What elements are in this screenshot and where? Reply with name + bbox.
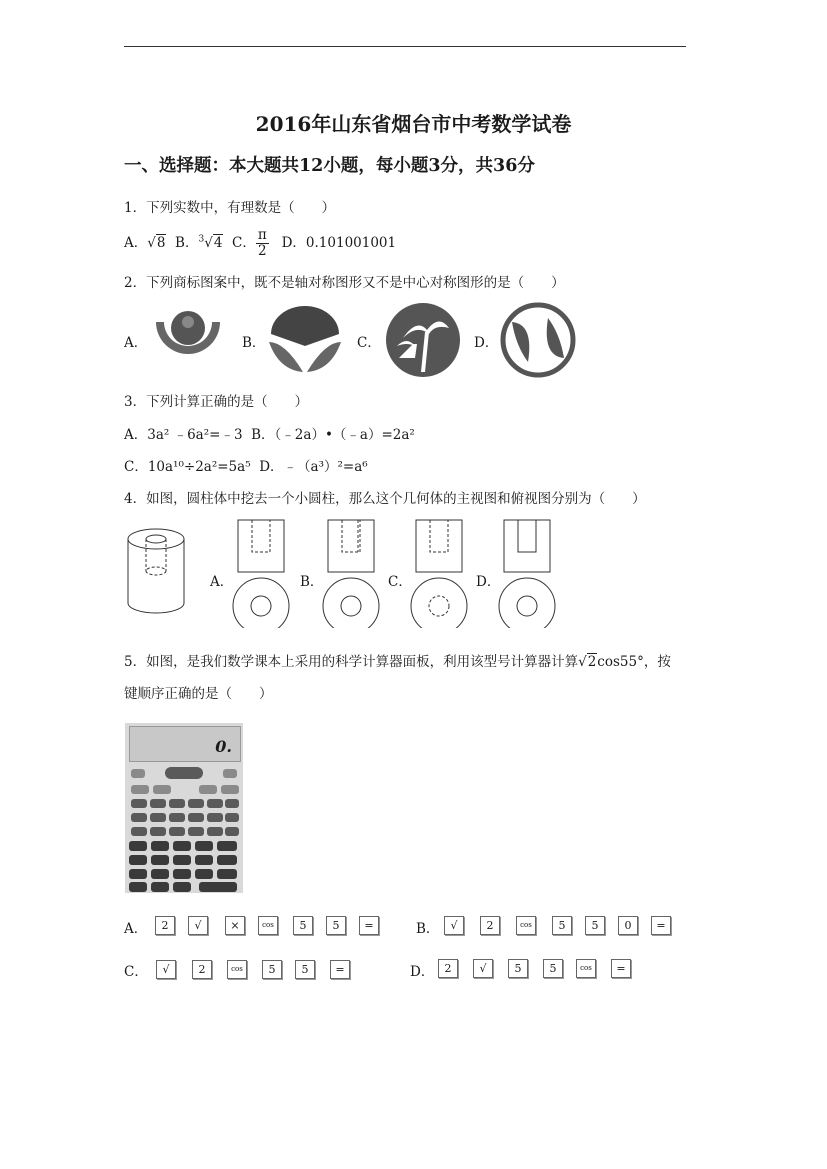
sqrt-expression: √8 [147, 235, 166, 251]
key-0: 0 [618, 916, 638, 935]
key-equals: = [651, 916, 671, 935]
logo-c [383, 302, 463, 380]
option-d: D．﹣（a³）²=a⁶ [259, 459, 368, 475]
option-label: C． [388, 574, 412, 590]
calculator-display: 0. [215, 737, 232, 756]
key-cos: cos [516, 916, 536, 935]
key-2: 2 [155, 916, 175, 935]
numerator: π [257, 227, 267, 243]
key-sqrt: √ [188, 916, 208, 935]
key-5: 5 [585, 916, 605, 935]
decimal-value: 0.101001001 [305, 235, 397, 251]
views-option-c [410, 518, 470, 628]
logo-d [498, 302, 578, 378]
stem-text: 5．如图，是我们数学课本上采用的科学计算器面板，利用该型号计算器计算 [124, 654, 579, 670]
key-5: 5 [293, 916, 313, 935]
calculator-screen [129, 726, 241, 762]
question-1-stem: 1．下列实数中，有理数是（ ） [124, 200, 336, 216]
radicand: 2 [587, 654, 597, 670]
key-multiply: × [225, 916, 245, 935]
option-label: B． [416, 921, 440, 937]
option-c: C．10a¹⁰÷2a²=5a⁵ [124, 459, 251, 475]
option-label: C． [232, 235, 256, 251]
fraction [256, 228, 269, 259]
key-2: 2 [480, 916, 500, 935]
key-2: 2 [438, 959, 458, 978]
radicand: 4 [213, 235, 223, 251]
key-cos: cos [258, 916, 278, 935]
question-5-stem-line1 [124, 650, 671, 670]
key-5: 5 [262, 960, 282, 979]
option-label: D． [281, 235, 306, 251]
key-5: 5 [552, 916, 572, 935]
option-label: A． [124, 335, 148, 351]
question-4-stem: 4．如图，圆柱体中挖去一个小圆柱，那么这个几何体的主视图和俯视图分别为（ ） [124, 491, 646, 507]
option-label: C． [357, 335, 381, 351]
sqrt-expression: √2 [578, 654, 597, 670]
section-heading: 一、选择题：本大题共12小题，每小题3分，共36分 [124, 156, 535, 176]
key-equals: = [611, 959, 631, 978]
option-label: B． [300, 574, 324, 590]
paper-title: 2016年山东省烟台市中考数学试卷 [255, 112, 572, 136]
question-1-options [124, 228, 396, 259]
key-sqrt: √ [156, 960, 176, 979]
stem-text: cos55°，按 [597, 654, 671, 670]
option-label: C． [124, 964, 148, 980]
radicand: 8 [156, 235, 166, 251]
option-label: D． [410, 964, 435, 980]
key-cos: cos [227, 960, 247, 979]
views-option-b [322, 518, 382, 628]
views-option-d [498, 518, 558, 628]
header-rule [124, 46, 686, 47]
logo-b [265, 302, 345, 378]
key-5: 5 [295, 960, 315, 979]
key-equals: = [330, 960, 350, 979]
key-5: 5 [508, 959, 528, 978]
option-label: B． [242, 335, 266, 351]
option-b: B．（﹣2a）•（﹣a）=2a² [251, 427, 415, 443]
option-a: A．3a² ﹣6a²=﹣3 [124, 427, 243, 443]
question-5-stem-line2: 键顺序正确的是（ ） [124, 686, 273, 702]
cbrt-expression: √4 [204, 235, 223, 251]
question-3-row2 [124, 455, 368, 475]
option-label: B． [175, 235, 199, 251]
key-2: 2 [192, 960, 212, 979]
key-5: 5 [543, 959, 563, 978]
question-2-stem: 2．下列商标图案中，既不是轴对称图形又不是中心对称图形的是（ ） [124, 275, 565, 291]
root-index: 3 [198, 234, 205, 245]
cylinder-figure [124, 525, 188, 617]
key-sqrt: √ [444, 916, 464, 935]
option-label: D． [476, 574, 501, 590]
denominator: 2 [257, 243, 267, 259]
question-3-row1 [124, 423, 415, 443]
calculator-image [125, 723, 243, 893]
option-label: A． [210, 574, 234, 590]
views-option-a [232, 518, 292, 628]
option-label: D． [474, 335, 499, 351]
option-label: A． [124, 235, 148, 251]
key-cos: cos [576, 959, 596, 978]
key-5: 5 [326, 916, 346, 935]
key-equals: = [359, 916, 379, 935]
question-3-stem: 3．下列计算正确的是（ ） [124, 394, 309, 410]
option-label: A． [124, 921, 148, 937]
key-sqrt: √ [473, 959, 493, 978]
logo-a [150, 302, 230, 378]
